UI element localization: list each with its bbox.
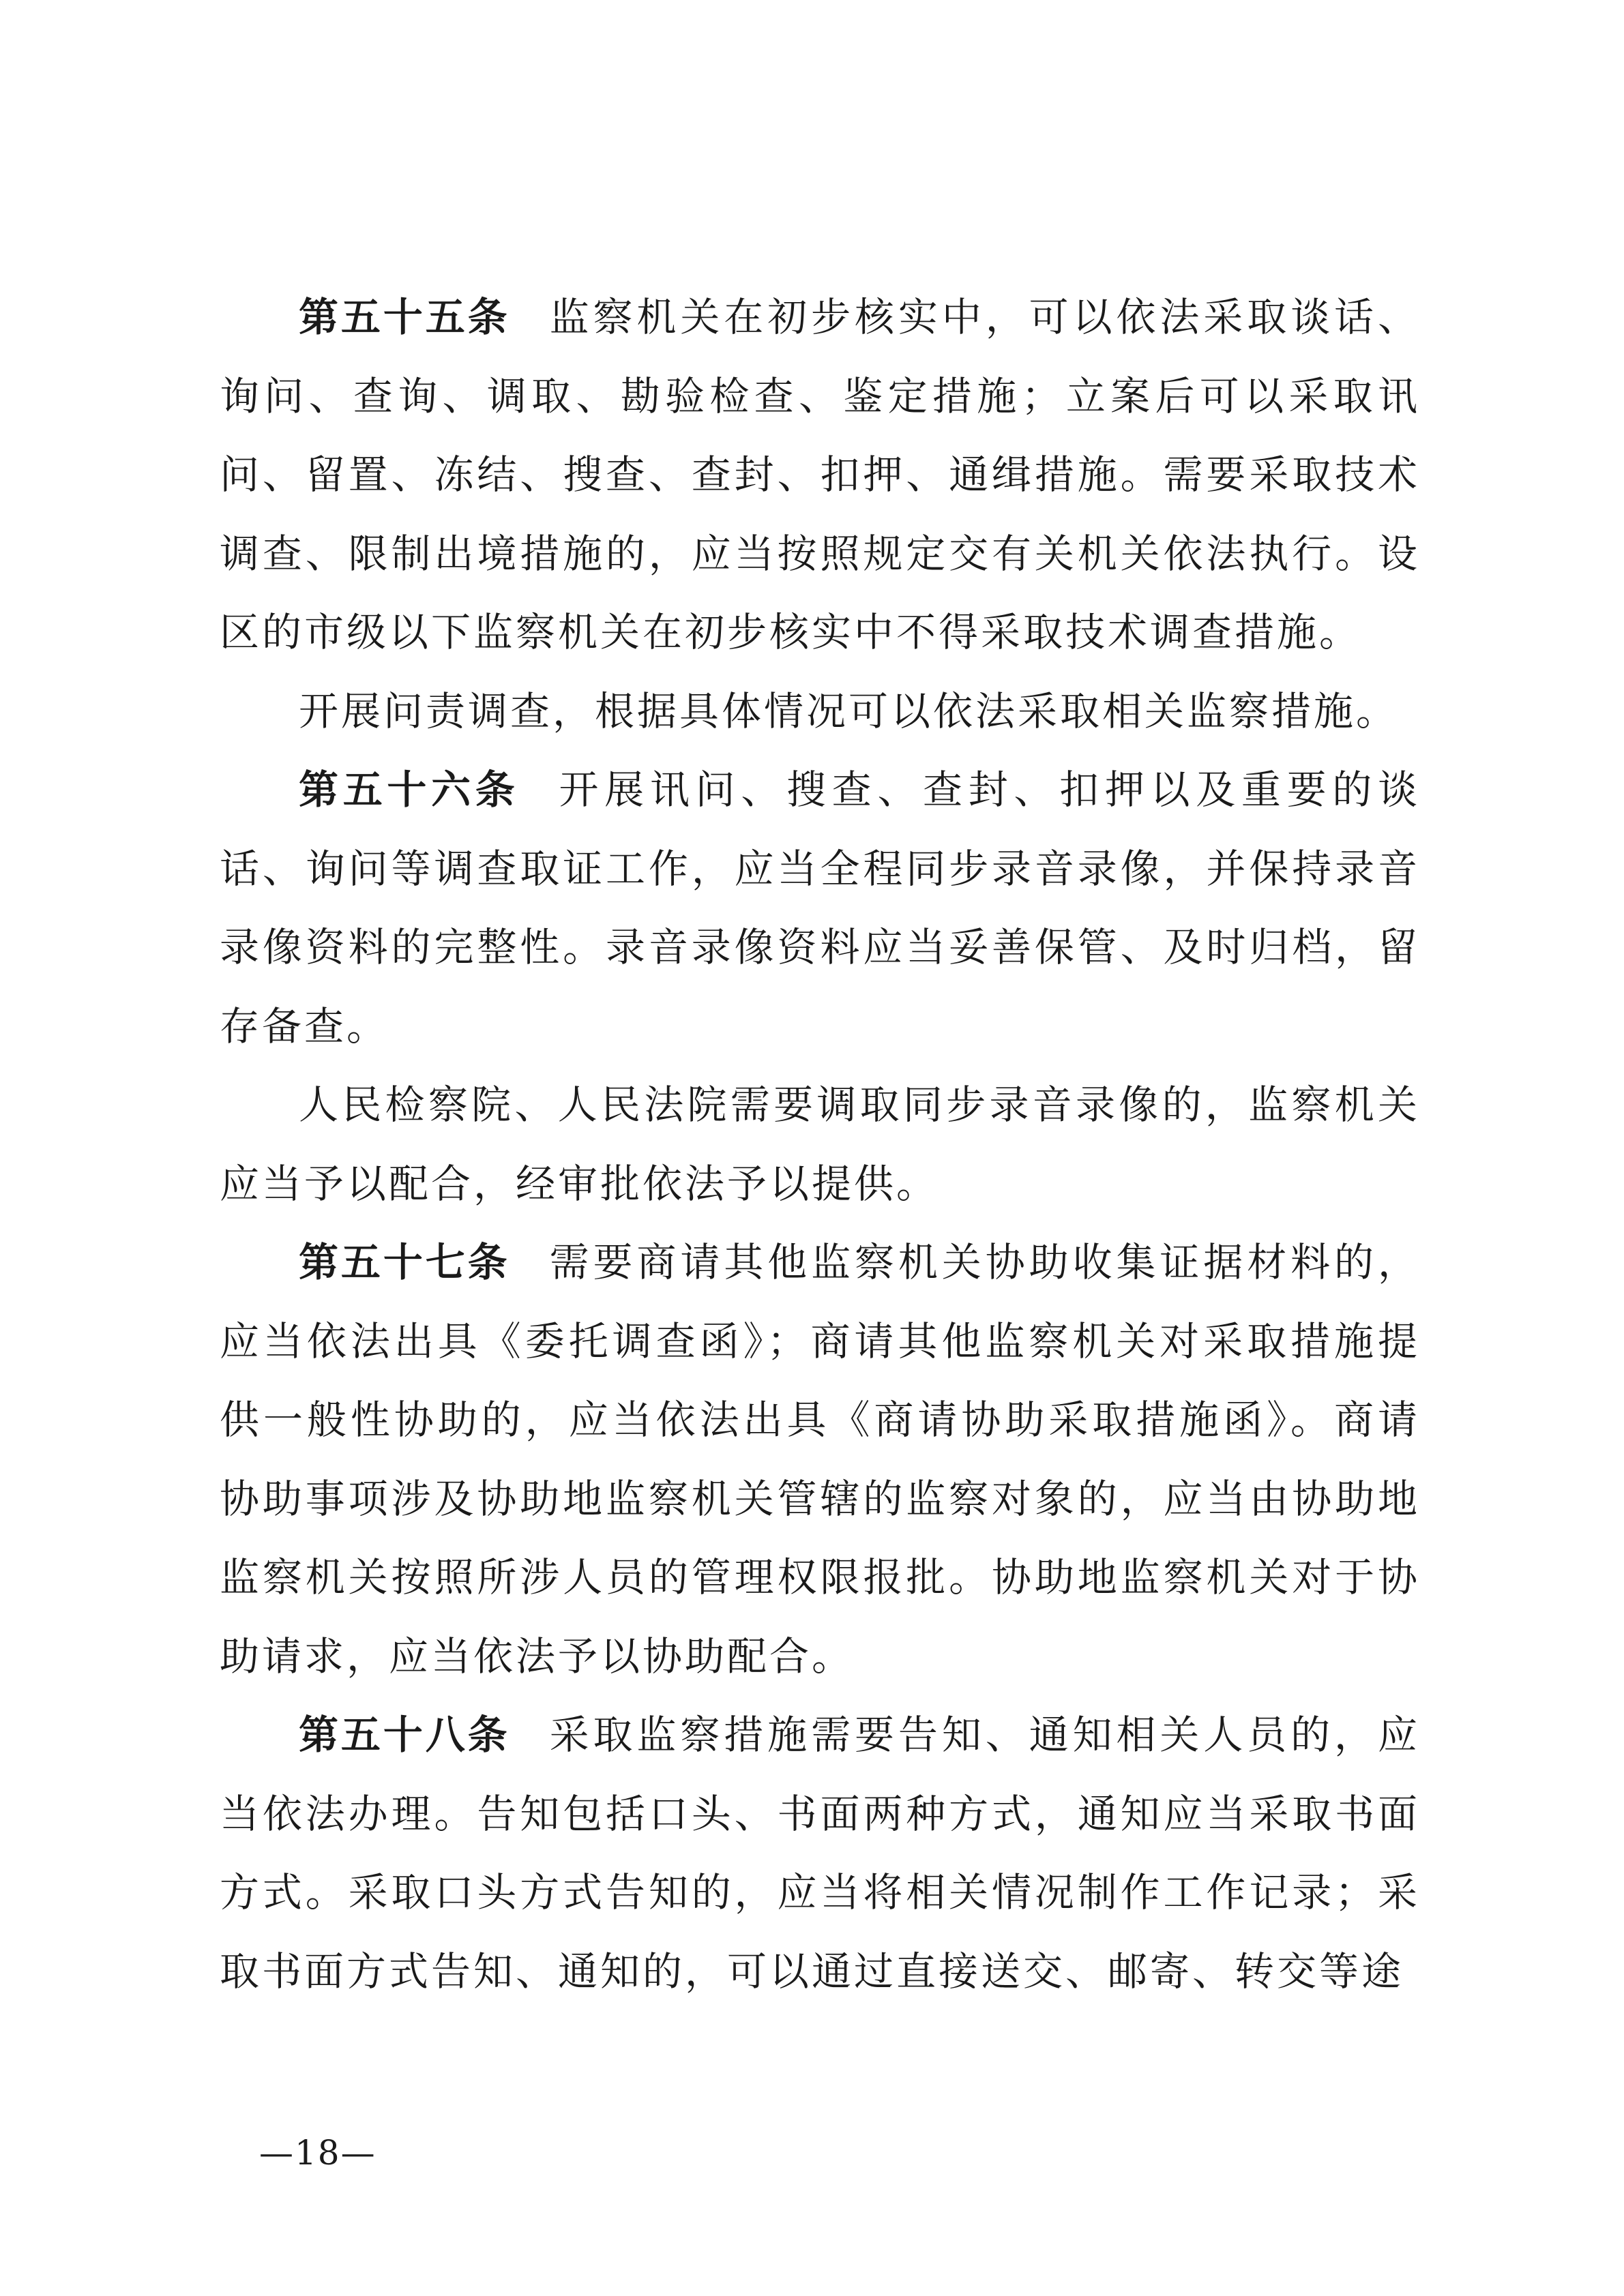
paragraph-article-56: [220, 751, 1420, 1066]
paragraph-article-57: [220, 1223, 1420, 1696]
document-body: [220, 278, 1420, 2011]
paragraph-text: 采取监察措施需要告知、通知相关人员的，应当依法办理。告知包括口头、书面两种方式，通知应当采取书面方式。采取口头方式告知的，应当将相关情况制作工作记录；采取书面方式告知、通知的，可以通过直接送交、邮寄、转交等途: [220, 1712, 1420, 1995]
article-number: 第五十七条: [299, 1239, 510, 1285]
article-number: 第五十八条: [299, 1712, 510, 1758]
paragraph-text: 开展问责调查，根据具体情况可以依法采取相关监察措施。: [299, 687, 1399, 734]
paragraph-article-55-clause-2: [220, 672, 1420, 751]
paragraph-text: 需要商请其他监察机关协助收集证据材料的，应当依法出具《委托调查函》；商请其他监察机关对采取措施提供一般性协助的，应当依法出具《商请协助采取措施函》。商请协助事项涉及协助地监察机关管辖的监察对象的，应当由协助地监察机关按照所涉人员的管理权限报批。协助地监察机关对于协助请求，应当依法予以协助配合。: [220, 1239, 1420, 1680]
article-number: 第五十六条: [299, 766, 520, 813]
paragraph-text: 人民检察院、人民法院需要调取同步录音录像的，监察机关应当予以配合，经审批依法予以提供。: [220, 1082, 1420, 1207]
paragraph-text: 监察机关在初步核实中，可以依法采取谈话、询问、查询、调取、勘验检查、鉴定措施；立案后可以采取讯问、留置、冻结、搜查、查封、扣押、通缉措施。需要采取技术调查、限制出境措施的，应当按照规定交有关机关依法执行。设区的市级以下监察机关在初步核实中不得采取技术调查措施。: [220, 294, 1420, 655]
paragraph-article-56-clause-2: [220, 1066, 1420, 1223]
article-number: 第五十五条: [299, 294, 510, 340]
page-number: —18—: [259, 2133, 377, 2173]
paragraph-text: 开展讯问、搜查、查封、扣押以及重要的谈话、询问等调查取证工作，应当全程同步录音录像，并保持录音录像资料的完整性。录音录像资料应当妥善保管、及时归档，留存备查。: [220, 766, 1420, 1049]
paragraph-article-55: [220, 278, 1420, 672]
paragraph-article-58: [220, 1696, 1420, 2011]
